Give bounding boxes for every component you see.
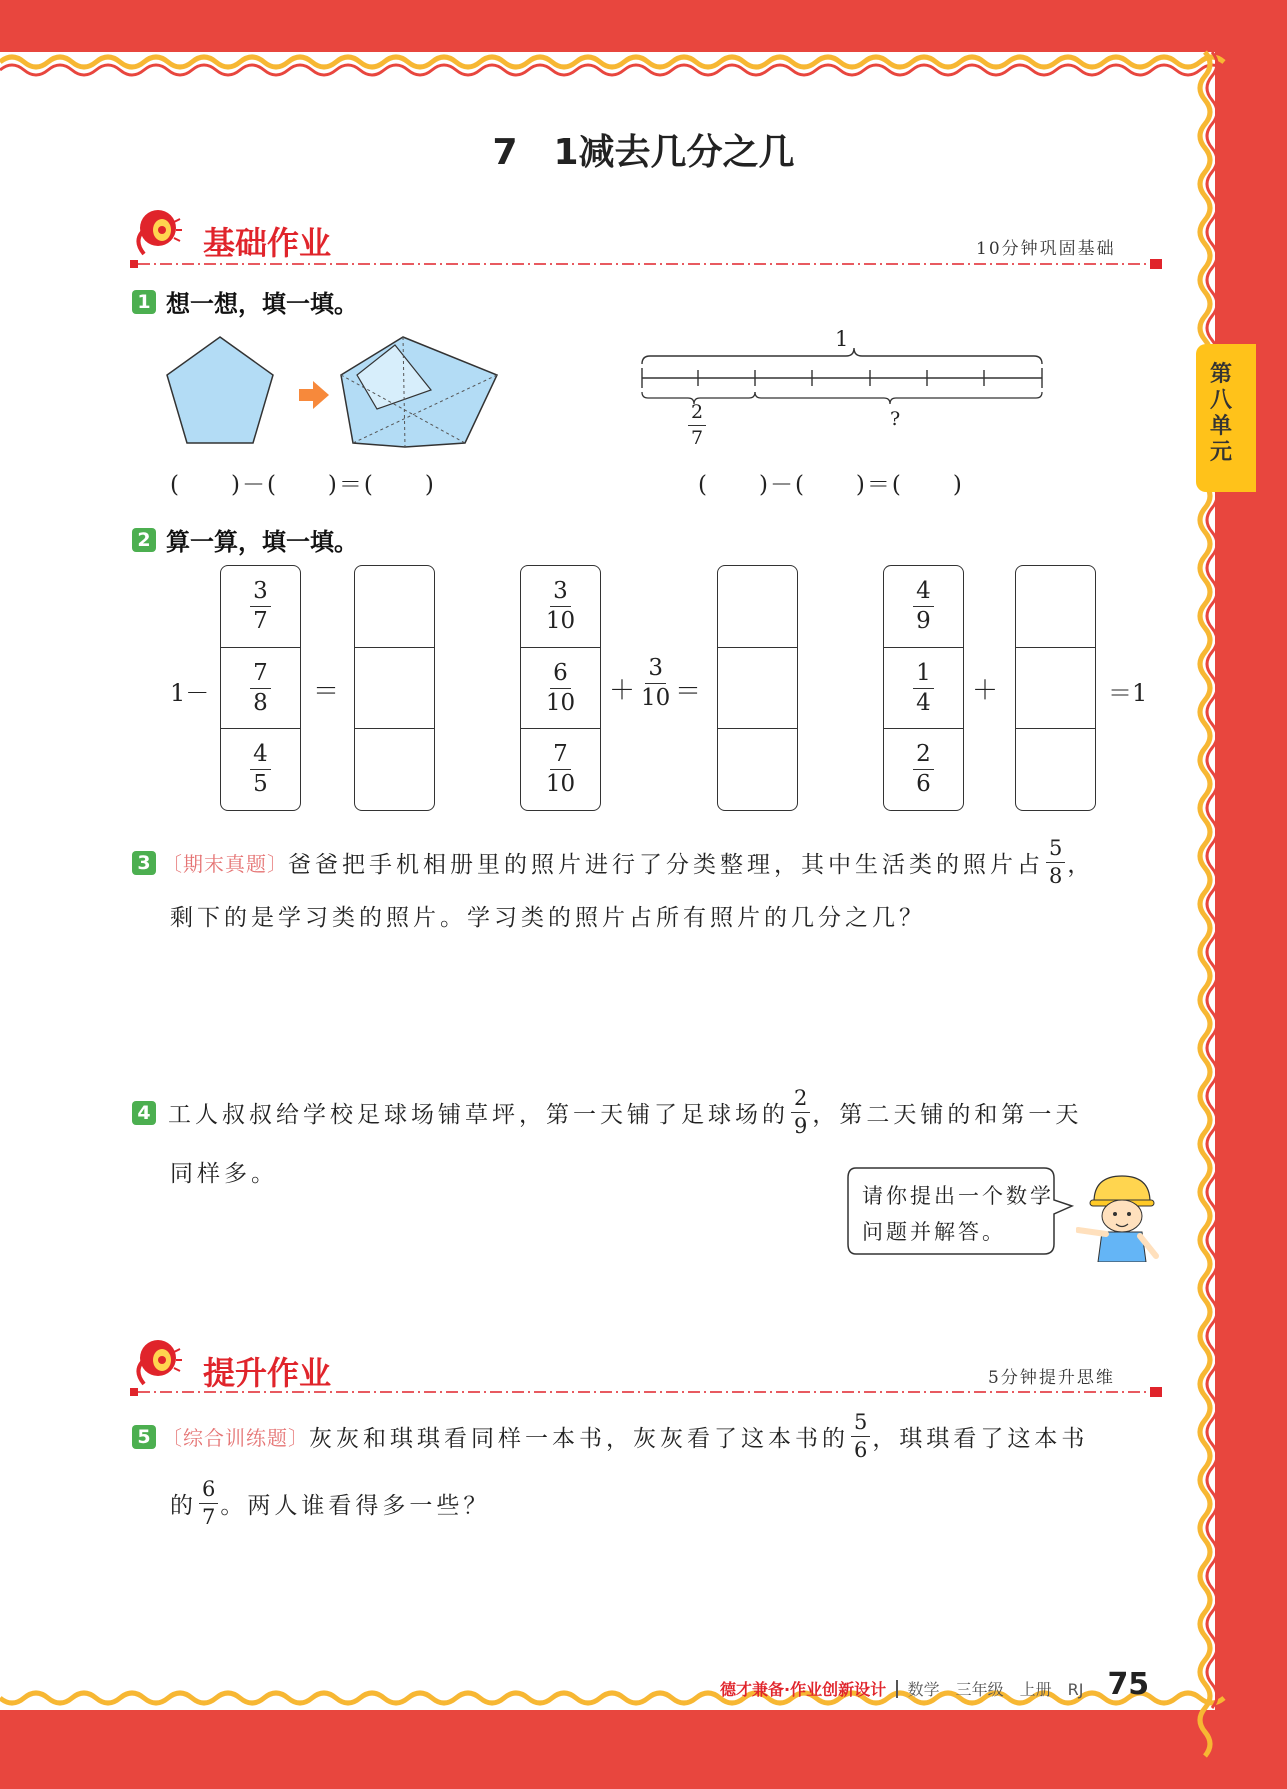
q1-left-answer-blanks[interactable]: ( )－( )＝( ) [170, 472, 436, 498]
stack-cell [521, 647, 600, 728]
worker-character-icon [1076, 1172, 1166, 1262]
answer-cell[interactable] [1016, 647, 1095, 728]
fraction-numerator: 4 [913, 580, 934, 607]
speech-bubble-text-2: 问题并解答。 [862, 1220, 1006, 1244]
fraction-numerator: 3 [550, 580, 571, 607]
question-1-heading [132, 284, 358, 319]
question-text-line2-end: 。两人谁看得多一些？ [220, 1493, 491, 1519]
fraction-denominator: 6 [854, 1438, 868, 1462]
question-text-line1-end: ，第二天铺的和第一天 [812, 1102, 1083, 1128]
number-line-unknown-label: ? [890, 408, 901, 430]
section-basic-note: 10分钟巩固基础 [976, 239, 1116, 259]
question-2-heading [132, 522, 358, 557]
section-basic-divider [130, 258, 1170, 270]
stack-cell [521, 566, 600, 646]
unit-side-tab-label: 第八单元 [1209, 362, 1232, 465]
question-fraction [1046, 838, 1065, 887]
number-line-part-fraction [688, 403, 706, 448]
question-prompt: 想一想，填一填。 [166, 290, 358, 318]
stack-cell [221, 647, 300, 728]
fraction-numerator: 3 [645, 657, 666, 684]
question-text-line2: 剩下的是学习类的照片。学习类的照片占所有照片的几分之几？ [170, 905, 926, 931]
g1-fraction-stack [220, 565, 301, 811]
section-basic-heading: 基础作业 [203, 224, 332, 262]
fraction-denominator: 7 [253, 607, 268, 634]
g1-answer-stack[interactable] [354, 565, 435, 811]
fraction-numerator: 7 [550, 743, 571, 770]
g2-fraction-stack [520, 565, 601, 811]
fraction-numerator: 3 [250, 580, 271, 607]
fraction-denominator: 7 [202, 1505, 216, 1529]
question-tag: 〔综合训练题〕 [162, 1426, 309, 1450]
g3-fraction-stack [883, 565, 964, 811]
fraction-denominator: 8 [1049, 864, 1063, 888]
footer-brand: 德才兼备·作业创新设计 [720, 1680, 887, 1699]
fraction-numerator: 5 [1046, 838, 1065, 863]
fraction-denominator: 8 [253, 689, 268, 716]
footer-divider [896, 1680, 898, 1698]
question-fraction-1 [851, 1412, 870, 1461]
fraction-denominator: 6 [916, 770, 931, 797]
footer-book-info: 数学 三年级 上册 RJ [907, 1680, 1084, 1699]
answer-cell[interactable] [355, 566, 434, 646]
question-text-line1-end: ，琪琪看了这本书 [872, 1426, 1089, 1452]
fraction-denominator: 9 [916, 607, 931, 634]
question-text-line1: 爸爸把手机相册里的照片进行了分类整理，其中生活类的照片占 [288, 852, 1044, 878]
fraction-denominator: 9 [794, 1114, 808, 1138]
g3-answer-stack[interactable] [1015, 565, 1096, 811]
question-3 [132, 838, 1172, 932]
answer-cell[interactable] [355, 647, 434, 728]
answer-cell[interactable] [1016, 728, 1095, 809]
g2-plus: ＋ [609, 676, 636, 706]
fraction-numerator: 2 [913, 743, 934, 770]
question-number: 4 [132, 1101, 156, 1125]
fraction-numerator: 2 [791, 1088, 810, 1113]
fraction-numerator: 2 [688, 403, 706, 426]
answer-cell[interactable] [718, 728, 797, 809]
answer-cell[interactable] [1016, 566, 1095, 646]
stack-cell [221, 566, 300, 646]
section-advanced-divider [130, 1386, 1170, 1398]
stack-cell [884, 728, 963, 809]
number-line-total-label: 1 [835, 327, 849, 351]
question-text-line1: 工人叔叔给学校足球场铺草坪，第一天铺了足球场的 [168, 1102, 789, 1128]
fraction-numerator: 4 [250, 743, 271, 770]
page-number: 75 [1107, 1667, 1150, 1702]
question-text-punct: ， [1067, 852, 1095, 878]
section-advanced-note: 5分钟提升思维 [988, 1368, 1115, 1388]
question-prompt: 算一算，填一填。 [166, 528, 358, 556]
question-5 [132, 1412, 1182, 1528]
q1-right-answer-blanks[interactable]: ( )－( )＝( ) [698, 472, 964, 498]
speech-bubble-text-1: 请你提出一个数学 [862, 1184, 1054, 1208]
question-number: 5 [132, 1425, 156, 1449]
fraction-denominator: 10 [545, 607, 576, 634]
question-text-line2: 同样多。 [170, 1161, 278, 1187]
section-advanced-heading: 提升作业 [203, 1354, 332, 1392]
g2-addend-fraction [638, 657, 673, 710]
question-text-line2-start: 的 [170, 1493, 197, 1519]
fraction-denominator: 5 [253, 770, 268, 797]
g3-plus: ＋ [972, 676, 999, 706]
fraction-numerator: 6 [550, 662, 571, 689]
question-number: 3 [132, 851, 156, 875]
question-tag: 〔期末真题〕 [162, 852, 288, 876]
fraction-denominator: 10 [545, 689, 576, 716]
answer-cell[interactable] [718, 566, 797, 646]
g1-equals: ＝ [313, 677, 340, 707]
stack-cell [884, 566, 963, 646]
section-mascot-icon [132, 1336, 182, 1386]
stack-cell [884, 647, 963, 728]
page-title: 7 1减去几分之几 [492, 132, 795, 173]
g3-equals-one: ＝1 [1108, 679, 1148, 707]
g2-equals: ＝ [675, 677, 702, 707]
pentagon-folding-figure [165, 335, 505, 450]
fraction-numerator: 5 [851, 1412, 870, 1437]
question-number: 1 [132, 290, 156, 314]
stack-cell [221, 728, 300, 809]
answer-cell[interactable] [718, 647, 797, 728]
fraction-numerator: 6 [199, 1479, 218, 1504]
fraction-denominator: 7 [691, 427, 704, 449]
fraction-denominator: 4 [916, 689, 931, 716]
question-text-line1: 灰灰和琪琪看同样一本书，灰灰看了这本书的 [309, 1426, 849, 1452]
section-mascot-icon [132, 206, 182, 256]
fraction-numerator: 1 [913, 662, 934, 689]
stack-cell [521, 728, 600, 809]
fraction-denominator: 10 [641, 685, 671, 711]
g1-prefix: 1－ [170, 679, 210, 707]
question-fraction [791, 1088, 810, 1137]
question-number: 2 [132, 528, 156, 552]
answer-cell[interactable] [355, 728, 434, 809]
fraction-denominator: 10 [545, 770, 576, 797]
fraction-numerator: 7 [250, 662, 271, 689]
footer [720, 1667, 1150, 1702]
g2-answer-stack[interactable] [717, 565, 798, 811]
question-fraction-2 [199, 1479, 218, 1528]
